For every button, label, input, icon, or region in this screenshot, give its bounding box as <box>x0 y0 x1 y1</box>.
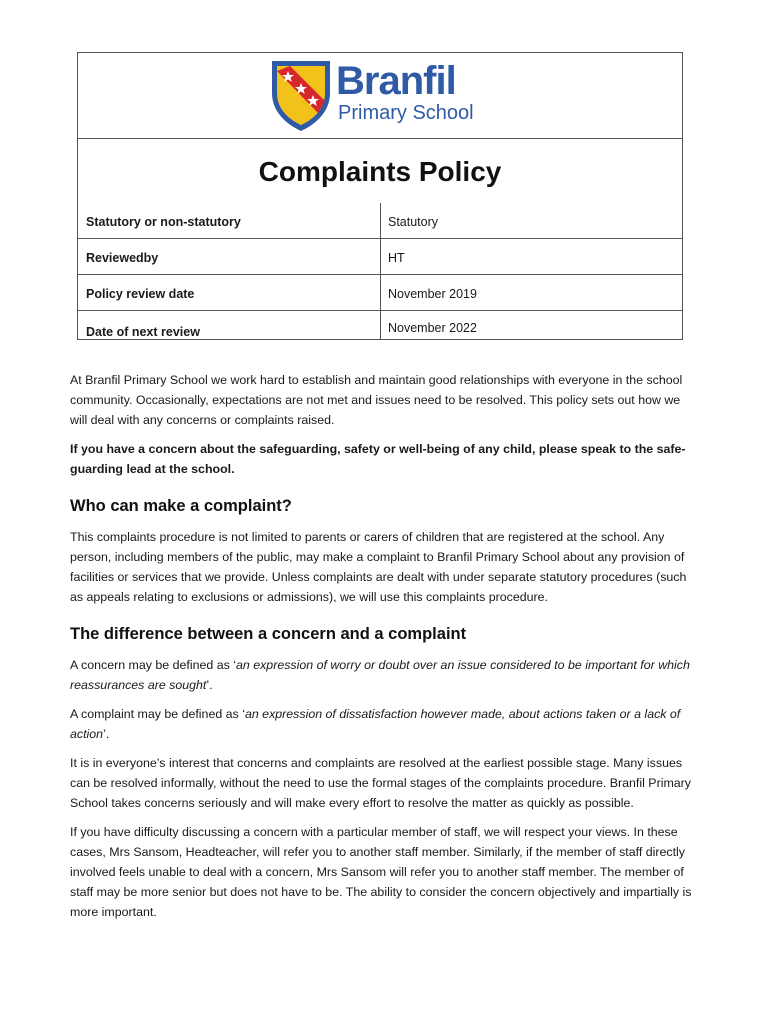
logo-school-name: Branfil <box>336 59 456 103</box>
concern-definition <box>70 655 700 695</box>
intro-paragraph: At Branfil Primary School we work hard to establish and maintain good relationships with everyone in the school community. Occasionally, expectations are not met and issues need to be resolved. This policy sets out how we will deal with any concerns or complaints raised. <box>70 373 683 427</box>
table-cell-label: Reviewedby <box>86 251 159 265</box>
policy-header-box <box>77 52 683 340</box>
who-can-complain-paragraph: This complaints procedure is not limited to parents or carers of children that are registered at the school. Any person, including members of the public, may make a complaint to Branfil Primary School about any provision of facilities or services that we provide. Unless complaints are dealt with under separate statutory procedures (such as appeals relating to exclusions or admissions), we will use this complaints procedure. <box>70 530 687 604</box>
table-cell-value: November 2022 <box>388 321 477 335</box>
concern-suffix: ’. <box>206 678 213 692</box>
page-title: Complaints Policy <box>258 156 502 187</box>
section-heading-concern-vs-complaint: The difference between a concern and a complaint <box>70 625 467 643</box>
complaint-definition <box>70 704 700 744</box>
complaint-suffix: ’. <box>103 727 110 741</box>
school-crest-icon <box>268 57 334 133</box>
table-cell-label: Policy review date <box>86 287 195 301</box>
logo-cell <box>78 53 682 139</box>
early-resolution-paragraph: It is in everyone’s interest that concerns and complaints are resolved at the earliest possible stage. Many issues can be resolved informally, without the need to use the formal stages of the complaints procedure. Branfil Primary School takes concerns seriously and will make every effort to resolve the matter as quickly as possible. <box>70 756 691 810</box>
concern-prefix: A concern may be defined as ‘ <box>70 658 236 672</box>
complaint-prefix: A complaint may be defined as ‘ <box>70 707 245 721</box>
table-cell-value: Statutory <box>388 215 439 229</box>
school-logo <box>268 57 498 133</box>
table-row <box>78 311 682 347</box>
complaint-definition-text: an expression of dissatisfaction however made, about actions taken or a lack of action <box>70 707 681 741</box>
logo-school-subtitle: Primary School <box>338 102 474 124</box>
staff-referral-paragraph: If you have difficulty discussing a concern with a particular member of staff, we will respect your views. In these cases, Mrs Sansom, Headteacher, will refer you to another staff member. Similarly, if the member of staff directly involved feels unable to deal with a concern, Mrs Sansom will refer you to another staff member. The member of staff may be more senior but does not have to be. The ability to consider the concern objectively and impartially is more important. <box>70 825 692 919</box>
section-heading-who-can-complain: Who can make a complaint? <box>70 497 292 515</box>
table-cell-label: Statutory or non-statutory <box>86 215 241 229</box>
concern-definition-text: an expression of worry or doubt over an issue considered to be important for which reassurances are sought <box>70 658 690 692</box>
table-cell-value: HT <box>388 251 405 265</box>
table-row <box>78 239 682 275</box>
policy-body <box>70 370 700 931</box>
table-row <box>78 203 682 239</box>
table-row <box>78 275 682 311</box>
safeguarding-notice: If you have a concern about the safeguarding, safety or well-being of any child, please speak to the safe-guarding lead at the school. <box>70 442 686 476</box>
table-cell-value: November 2019 <box>388 287 477 301</box>
table-cell-label: Date of next review <box>86 325 200 339</box>
